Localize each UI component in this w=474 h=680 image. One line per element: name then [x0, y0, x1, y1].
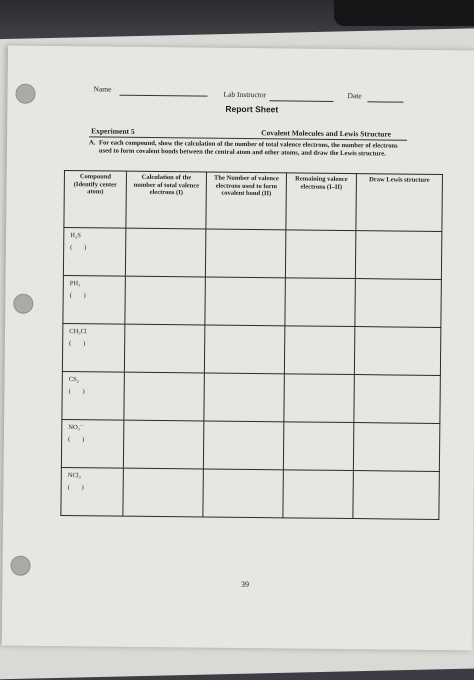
answer-cell[interactable]	[124, 324, 204, 373]
answer-cell[interactable]	[205, 277, 285, 326]
compound-formula: PH₃	[69, 280, 81, 288]
page-number: 39	[241, 580, 249, 589]
answer-cell[interactable]	[353, 471, 439, 520]
answer-cell[interactable]	[285, 230, 355, 279]
binder-hole	[15, 84, 35, 104]
instructor-label: Lab Instructor	[223, 89, 267, 100]
experiment-number: Experiment 5	[91, 126, 135, 136]
instruction-text: For each compound, show the calculation of the number of total valence electrons, the number of electrons used to form covalent bonds between the central atom and other atoms, and draw the Lewis structure.	[98, 139, 398, 158]
answer-cell[interactable]	[283, 470, 353, 519]
answer-cell[interactable]	[125, 276, 205, 325]
answer-cell[interactable]	[204, 373, 284, 422]
table-row	[62, 371, 440, 423]
table-row	[63, 275, 441, 327]
column-header: Draw Lewis structure	[356, 174, 443, 232]
column-header: Compound (Identify center atom)	[64, 171, 127, 229]
answer-cell[interactable]	[204, 325, 284, 374]
column-header: The Number of valence electrons used to form covalent bond (II)	[206, 172, 287, 230]
center-atom-blank: ( )	[68, 388, 90, 396]
date-label: Date	[347, 91, 362, 101]
experiment-topic: Covalent Molecules and Lewis Structure	[261, 128, 392, 139]
center-atom-blank: ( )	[67, 484, 89, 492]
answer-cell[interactable]	[283, 422, 353, 471]
compound-formula: NCl₃	[67, 472, 81, 480]
answer-cell[interactable]	[203, 469, 283, 518]
center-atom-blank: ( )	[70, 244, 92, 252]
answer-cell[interactable]	[284, 326, 354, 375]
table-row	[61, 419, 439, 471]
compound-cell	[61, 419, 123, 468]
answer-cell[interactable]	[355, 279, 441, 328]
table-header-row	[64, 171, 443, 232]
binder-hole	[10, 556, 30, 576]
center-atom-blank: ( )	[68, 436, 90, 444]
report-table	[60, 170, 443, 520]
center-atom-blank: ( )	[69, 292, 91, 300]
answer-cell[interactable]	[123, 420, 203, 469]
name-line	[119, 95, 207, 97]
compound-cell	[63, 275, 125, 324]
answer-cell[interactable]	[355, 231, 441, 280]
compound-formula: H₂S	[70, 232, 81, 240]
binder-hole	[13, 294, 33, 314]
answer-cell[interactable]	[125, 228, 205, 277]
compound-formula: CS₂	[68, 376, 80, 384]
answer-cell[interactable]	[205, 229, 285, 278]
answer-cell[interactable]	[123, 468, 203, 517]
column-header: Remaining valence electrons (I–II)	[286, 173, 357, 231]
table-row	[61, 467, 439, 519]
column-header: Calculation of the number of total valence electrons (I)	[126, 171, 207, 229]
compound-formula: CH₃Cl	[69, 328, 87, 336]
date-line	[367, 101, 403, 102]
instructor-line	[269, 100, 333, 102]
answer-cell[interactable]	[124, 372, 204, 421]
compound-cell	[62, 323, 124, 372]
instruction-label: A.	[88, 139, 96, 147]
page-title: Report Sheet	[225, 103, 279, 115]
dark-device	[334, 0, 474, 26]
table-row	[63, 228, 441, 280]
answer-cell[interactable]	[354, 327, 440, 376]
table-row	[62, 323, 440, 375]
compound-cell	[62, 371, 124, 420]
answer-cell[interactable]	[285, 278, 355, 327]
name-label: Name	[93, 84, 112, 94]
compound-formula: NO₃⁻	[68, 424, 84, 432]
center-atom-blank: ( )	[69, 340, 91, 348]
compound-cell	[63, 228, 125, 277]
answer-cell[interactable]	[284, 374, 354, 423]
answer-cell[interactable]	[203, 421, 283, 470]
answer-cell[interactable]	[353, 423, 439, 472]
compound-cell	[61, 467, 123, 516]
answer-cell[interactable]	[354, 375, 440, 424]
